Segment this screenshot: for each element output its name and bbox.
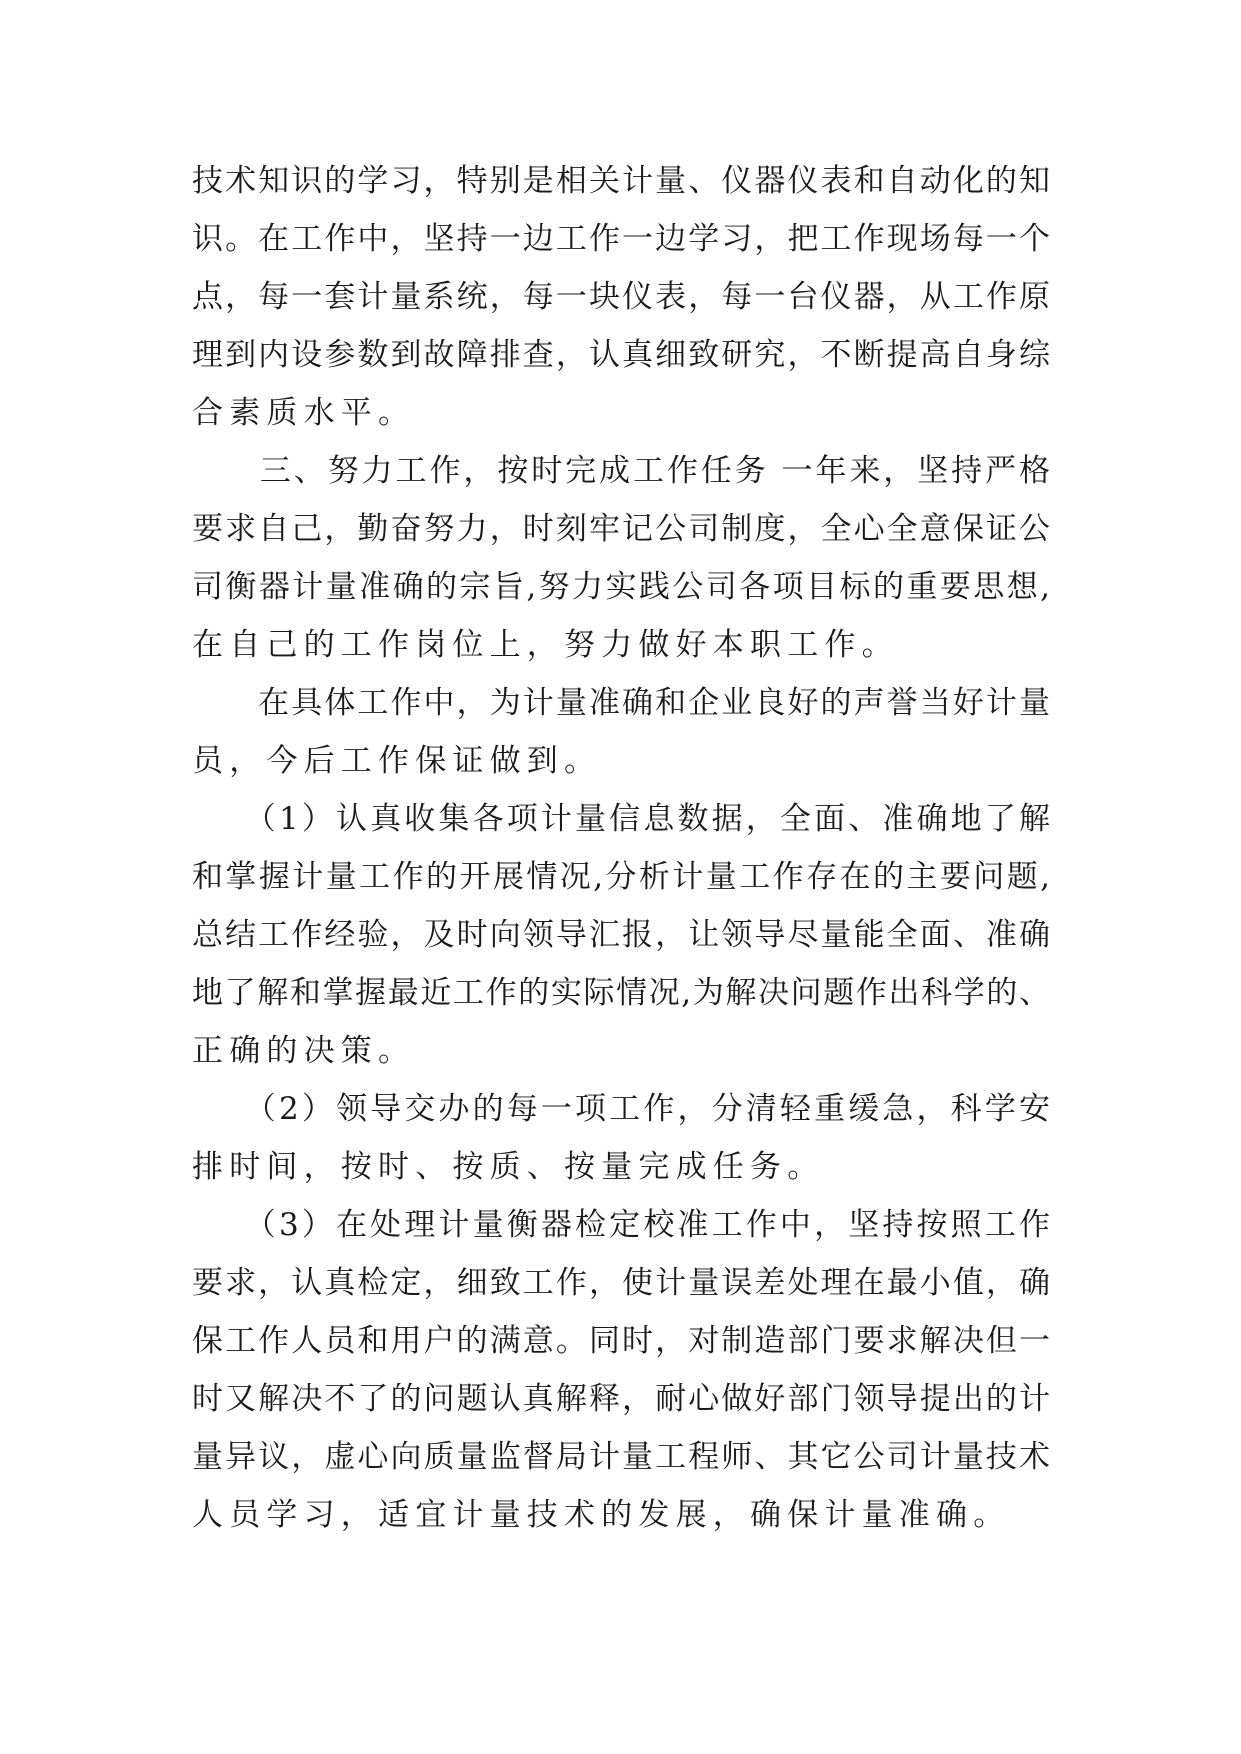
text-line: 在自己的工作岗位上，努力做好本职工作。: [192, 627, 899, 663]
text-line: 三、努力工作，按时完成工作任务 一年来，坚持严格: [192, 453, 1050, 489]
text-line: 保工作人员和用户的满意。同时，对制造部门要求解决但一: [192, 1323, 1050, 1359]
text-line: 地了解和掌握最近工作的实际情况,为解决问题作出科学的、: [192, 975, 1050, 1011]
text-line: 在具体工作中，为计量准确和企业良好的声誉当好计量: [192, 685, 1050, 721]
text-line: 识。在工作中，坚持一边工作一边学习，把工作现场每一个: [192, 221, 1050, 257]
text-line: 排时间，按时、按质、按量完成任务。: [192, 1149, 825, 1185]
text-line: 正确的决策。: [192, 1033, 416, 1069]
text-line: 量异议，虚心向质量监督局计量工程师、其它公司计量技术: [192, 1439, 1050, 1475]
text-line: 员，今后工作保证做到。: [192, 743, 602, 779]
text-line: 要求自己，勤奋努力，时刻牢记公司制度，全心全意保证公: [192, 511, 1050, 547]
text-line: 人员学习，适宜计量技术的发展，确保计量准确。: [192, 1497, 1011, 1533]
text-line: 司衡器计量准确的宗旨,努力实践公司各项目标的重要思想,: [192, 569, 1050, 605]
text-line: （2）领导交办的每一项工作，分清轻重缓急，科学安: [192, 1091, 1050, 1127]
text-line: 时又解决不了的问题认真解释，耐心做好部门领导提出的计: [192, 1381, 1050, 1417]
text-line: 技术知识的学习，特别是相关计量、仪器仪表和自动化的知: [192, 163, 1050, 199]
text-line: 和掌握计量工作的开展情况,分析计量工作存在的主要问题,: [192, 859, 1050, 895]
text-line: 合素质水平。: [192, 395, 416, 431]
text-line: 点，每一套计量系统，每一块仪表，每一台仪器，从工作原: [192, 279, 1050, 315]
text-line: （3）在处理计量衡器检定校准工作中，坚持按照工作: [192, 1207, 1050, 1243]
text-line: 总结工作经验，及时向领导汇报，让领导尽量能全面、准确: [192, 917, 1050, 953]
text-line: （1）认真收集各项计量信息数据，全面、准确地了解: [192, 801, 1050, 837]
document-body: [192, 152, 1050, 1544]
text-line: 要求，认真检定，细致工作，使计量误差处理在最小值，确: [192, 1265, 1050, 1301]
text-line: 理到内设参数到故障排查，认真细致研究，不断提高自身综: [192, 337, 1050, 373]
